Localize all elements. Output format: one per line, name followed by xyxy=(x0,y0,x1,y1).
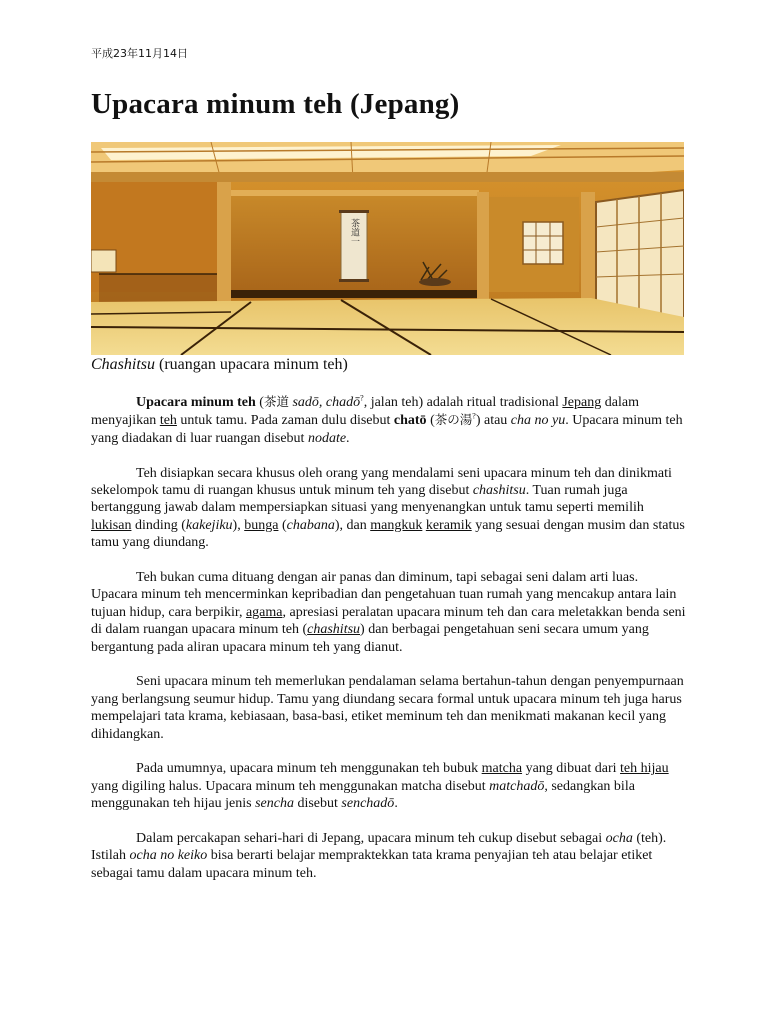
text: Teh disiapkan secara khusus oleh orang yang mendalami seni upacara minum teh dan dinikmati sekelompok tamu di ruangan khusus untuk minum teh yang disebut xyxy=(91,465,672,499)
chashitsu-photo xyxy=(91,142,684,355)
text: ( xyxy=(426,413,435,429)
term-nodate: nodate xyxy=(307,430,347,446)
text: yang dibuat dari xyxy=(522,761,621,777)
page-title: Upacara minum teh (Jepang) xyxy=(91,88,460,120)
text: ) dan berbagai pengetahuan seni secara umum yang bergantung pada aliran upacara minum teh yang dianut. xyxy=(91,622,649,655)
link-agama[interactable]: agama xyxy=(245,604,283,620)
text: ) atau xyxy=(475,413,511,429)
link-jepang[interactable]: Jepang xyxy=(562,395,602,410)
link-lukisan[interactable]: lukisan xyxy=(91,517,132,533)
link-bunga[interactable]: bunga xyxy=(244,517,279,533)
text: dinding ( xyxy=(131,517,186,533)
image-caption xyxy=(91,356,348,374)
tea-room-illustration xyxy=(91,142,684,355)
caption-text: (ruangan upacara minum teh) xyxy=(155,356,348,373)
term-chabana: chabana xyxy=(286,517,335,533)
paragraph-5 xyxy=(91,760,687,812)
term-ocha: ocha xyxy=(605,831,633,847)
text: , apresiasi peralatan upacara minum teh dan cara meletakkan benda seni di dalam ruangan upacara minum teh ( xyxy=(91,604,686,638)
document-date: 平成23年11月14日 xyxy=(91,47,188,60)
text: Teh bukan cuma dituang dengan air panas dan diminum, tapi sebagai seni dalam arti luas. Upacara minum teh mencerminkan kepribadian dan pengetahuan tuan rumah yang mencakup antara lain tujuan hidup, cara berpikir, xyxy=(91,570,677,620)
text: ), xyxy=(232,517,245,533)
text: Seni upacara minum teh memerlukan pendalaman selama bertahun-tahun dengan penyempurnaan yang berlangsung seumur hidup. Tamu yang diundang secara formal untuk upacara minum teh juga harus mempelajari tata krama, kebiasaan, basa-basi, etiket meminum teh dan menikmati makanan kecil yang dihidangkan. xyxy=(91,674,684,742)
term-upacara-minum-teh: Upacara minum teh xyxy=(136,395,256,410)
text: disebut xyxy=(293,796,342,812)
japanese-text: 茶道 xyxy=(263,394,289,409)
romaji: sadō, chadō xyxy=(288,395,361,410)
paragraph-1 xyxy=(91,393,687,447)
text: , jalan teh) adalah ritual tradisional xyxy=(363,395,563,410)
text: . xyxy=(394,796,398,812)
link-matcha[interactable]: matcha xyxy=(481,761,523,777)
text: Pada umumnya, upacara minum teh menggunakan teh bubuk xyxy=(136,761,482,777)
text: (teh). Istilah xyxy=(91,831,667,864)
term-senchado: senchadō xyxy=(341,796,395,812)
term-kakejiku: kakejiku xyxy=(185,517,233,533)
term-chato: chatō xyxy=(393,413,427,429)
term-chashitsu: chashitsu xyxy=(472,483,526,499)
text: bisa berarti belajar mempraktekkan tata krama penyajian teh atau belajar etiket sebagai tamu dalam upacara minum teh. xyxy=(91,848,653,881)
help-marker: ? xyxy=(360,393,364,403)
scroll-calligraphy: 茶道一 xyxy=(349,218,359,246)
paragraph-6 xyxy=(91,830,687,882)
text: . Tuan rumah juga bertanggung jawab dalam mempersiapkan situasi yang menyenangkan untuk tamu seperti memilih xyxy=(91,483,644,516)
link-teh-hijau[interactable]: teh hijau xyxy=(620,761,669,777)
term-ocha-no-keiko: ocha no keiko xyxy=(129,848,208,864)
text: dalam menyajikan xyxy=(91,395,639,429)
link-mangkuk[interactable]: mangkuk xyxy=(370,517,423,533)
text: ( xyxy=(278,517,287,533)
text: ( xyxy=(255,395,264,410)
text: . xyxy=(346,430,350,446)
text: . Upacara minum teh yang diadakan di luar ruangan disebut xyxy=(91,413,683,446)
paragraph-4 xyxy=(91,673,687,743)
text: , sedangkan bila menggunakan teh hijau jenis xyxy=(91,778,635,812)
paragraph-2 xyxy=(91,465,687,552)
text: yang sesuai dengan musim dan status tamu yang diundang. xyxy=(91,517,685,551)
japanese-text: 茶の湯 xyxy=(434,412,473,428)
text: Dalam percakapan sehari-hari di Jepang, upacara minum teh cukup disebut sebagai xyxy=(136,831,606,847)
caption-term: Chashitsu xyxy=(91,356,156,373)
article-body xyxy=(91,393,687,900)
link-keramik[interactable]: keramik xyxy=(425,517,472,533)
term-matchado: matchadō xyxy=(489,778,545,794)
text: untuk tamu. Pada zaman dulu disebut xyxy=(176,413,394,429)
link-chashitsu[interactable]: chashitsu xyxy=(307,622,361,638)
text: yang digiling halus. Upacara minum teh menggunakan matcha disebut xyxy=(91,778,490,794)
term-cha-no-yu: cha no yu xyxy=(510,413,566,429)
link-teh[interactable]: teh xyxy=(159,413,177,429)
help-marker: ? xyxy=(472,411,476,421)
term-sencha: sencha xyxy=(255,796,294,812)
paragraph-3 xyxy=(91,569,687,656)
text: ), dan xyxy=(334,517,371,533)
